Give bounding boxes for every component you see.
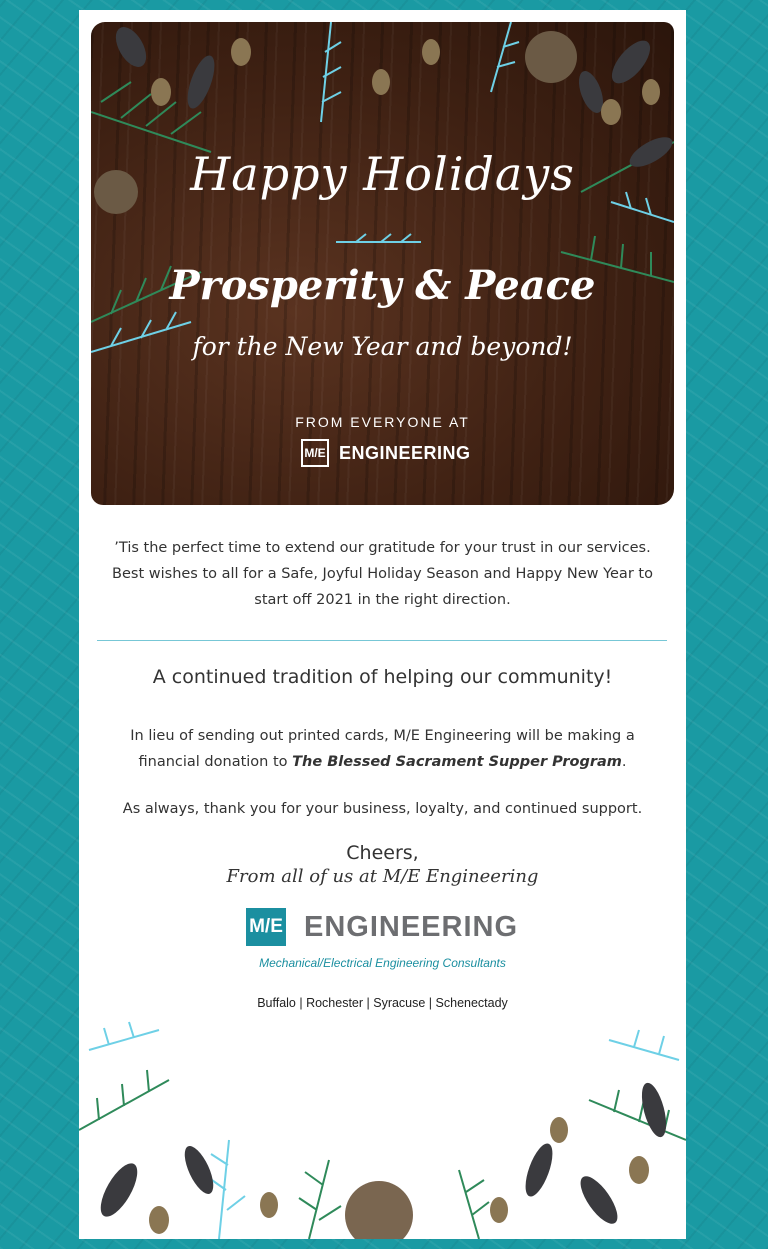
email-card	[79, 10, 686, 1239]
from-line: FROM EVERYONE AT	[295, 414, 470, 430]
holiday-tagline: for the New Year and beyond!	[192, 332, 573, 361]
holiday-title: Happy Holidays	[190, 147, 575, 201]
company-logo	[246, 908, 518, 946]
divider	[97, 640, 667, 641]
donation-prefix: In lieu of sending out printed cards, M/E Engineering will be making a financial donation to	[130, 728, 635, 770]
hero-logo	[301, 440, 471, 466]
donation-suffix: .	[621, 754, 627, 770]
signoff-text: From all of us at M/E Engineering	[226, 866, 539, 887]
holiday-banner	[91, 22, 674, 505]
logo-mark-text: M/E	[249, 916, 283, 937]
cheers-text: Cheers,	[346, 842, 419, 864]
logo-mark-icon	[246, 908, 286, 946]
hero-logo-text: ENGINEERING	[339, 442, 471, 463]
hero-logo-mark: M/E	[301, 439, 329, 467]
logo-wordmark: ENGINEERING	[304, 910, 519, 943]
office-locations: Buffalo | Rochester | Syracuse | Schenectady	[257, 996, 508, 1010]
donation-program: The Blessed Sacrament Supper Program	[292, 754, 622, 770]
thanks-paragraph: As always, thank you for your business, loyalty, and continued support.	[122, 801, 643, 817]
holiday-subtitle: Prosperity & Peace	[169, 262, 596, 309]
company-tagline: Mechanical/Electrical Engineering Consultants	[259, 956, 506, 970]
intro-paragraph: ’Tis the perfect time to extend our gratitude for your trust in our services. Best wishes to all for a Safe, Joyful Holiday Season and Happy New Year to start off 2021 in the right direction.	[112, 540, 653, 608]
footer-botanical-decoration	[79, 1020, 686, 1239]
section-headline: A continued tradition of helping our community!	[152, 666, 613, 688]
donation-paragraph	[99, 723, 666, 775]
